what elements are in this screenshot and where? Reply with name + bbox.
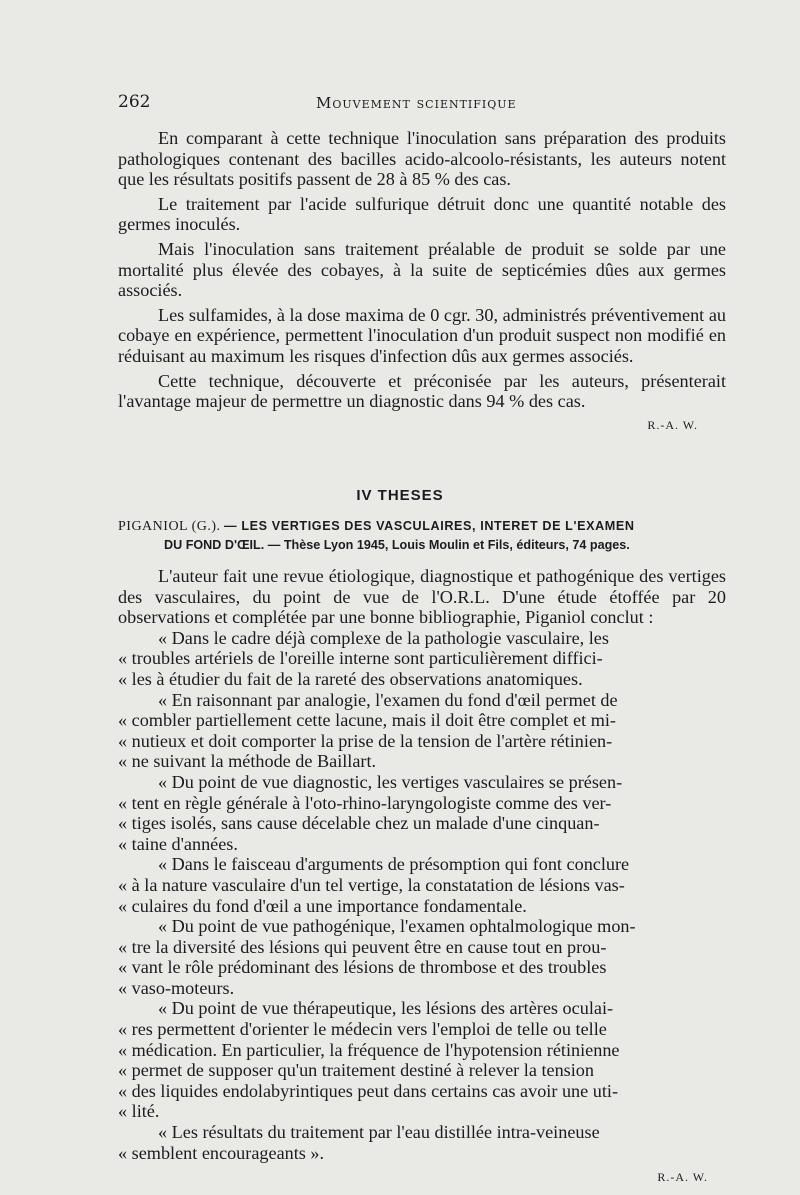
paragraph: En comparant à cette technique l'inoculation sans préparation des produits pathologiques contenant des bacilles acido-alcoolo-résistants, les auteurs notent que les résultats positifs passent de 28 à 85 % des cas. [118,128,726,190]
entry-title-continued: DU FOND D'ŒIL. — Thèse Lyon 1945, Louis Moulin et Fils, éditeurs, 74 pages. [164,538,630,552]
quote-line: « Les résultats du traitement par l'eau distillée intra-veineuse [118,1122,726,1143]
quote-line: « taine d'années. [118,834,726,855]
review-intro: L'auteur fait une revue étiologique, diagnostique et pathogénique des vertiges des vasculaires, du point de vue de l'O.R.L. D'une étude étoffée par 20 observations et complétée par une bonne bibliographie, Piganiol conclut : [118,566,726,628]
quote-line: « tiges isolés, sans cause décelable chez un malade d'une cinquan- [118,813,726,834]
bibliographic-entry [118,517,726,554]
quote-line: « semblent encourageants ». [118,1143,726,1164]
quote-line: « troubles artériels de l'oreille interne sont particulièrement diffici- [118,648,726,669]
quote-line: « vaso-moteurs. [118,978,726,999]
quote-line: « les à étudier du fait de la rareté des observations anatomiques. [118,669,726,690]
quote-line: « Dans le faisceau d'arguments de présomption qui font conclure [118,854,726,875]
conclusions-quote [118,628,726,1163]
paragraph: Le traitement par l'acide sulfurique détruit donc une quantité notable des germes inoculés. [118,193,726,235]
quote-line: « permet de supposer qu'un traitement destiné à relever la tension [118,1060,726,1081]
signature: R.-A. W. [647,417,698,432]
paragraph: Les sulfamides, à la dose maxima de 0 cgr. 30, administrés préventivement au cobaye en expérience, permettent l'inoculation d'un produit suspect non modifié en réduisant au maximum les risques d'infection dûs aux germes associés. [118,304,726,366]
running-title: Mouvement scientifique [316,94,517,112]
quote-line: « res permettent d'orienter le médecin vers l'emploi de telle ou telle [118,1019,726,1040]
quote-line: « combler partiellement cette lacune, mais il doit être complet et mi- [118,710,726,731]
quote-line: « vant le rôle prédominant des lésions de thrombose et des troubles [118,957,726,978]
quote-line: « Du point de vue thérapeutique, les lésions des artères oculai- [118,998,726,1019]
review-body [118,566,726,1188]
entry-author: PIGANIOL (G.). [118,519,221,534]
quote-line: « culaires du fond d'œil a une importance fondamentale. [118,896,726,917]
quote-line: « à la nature vasculaire d'un tel vertige, la constatation de lésions vas- [118,875,726,896]
paragraph: Mais l'inoculation sans traitement préalable de produit se solde par une mortalité plus élevée des cobayes, à la suite de septicémies dûes aux germes associés. [118,238,726,301]
section-title: IV THESES [356,487,444,504]
quote-line: « ne suivant la méthode de Baillart. [118,751,726,772]
quote-line: « lité. [118,1101,726,1122]
signature: R.-A. W. [657,1170,708,1185]
top-article [118,128,726,435]
entry-title: — LES VERTIGES DES VASCULAIRES, INTERET DE L'EXAMEN [224,519,635,533]
running-head [118,92,730,116]
page-number: 262 [118,92,151,112]
quote-line: « Dans le cadre déjà complexe de la pathologie vasculaire, les [118,628,726,649]
quote-line: « En raisonnant par analogie, l'examen du fond d'œil permet de [118,690,726,711]
quote-line: « médication. En particulier, la fréquence de l'hypotension rétinienne [118,1040,726,1061]
quote-line: « tent en règle générale à l'oto-rhino-laryngologiste comme des ver- [118,793,726,814]
paragraph: Cette technique, découverte et préconisée par les auteurs, présenterait l'avantage majeur de permettre un diagnostic dans 94 % des cas. [118,370,726,412]
quote-line: « Du point de vue diagnostic, les vertiges vasculaires se présen- [118,772,726,793]
quote-line: « tre la diversité des lésions qui peuvent être en cause tout en prou- [118,937,726,958]
quote-line: « des liquides endolabyrintiques peut dans certains cas avoir une uti- [118,1081,726,1102]
quote-line: « nutieux et doit comporter la prise de la tension de l'artère rétinien- [118,731,726,752]
quote-line: « Du point de vue pathogénique, l'examen ophtalmologique mon- [118,916,726,937]
